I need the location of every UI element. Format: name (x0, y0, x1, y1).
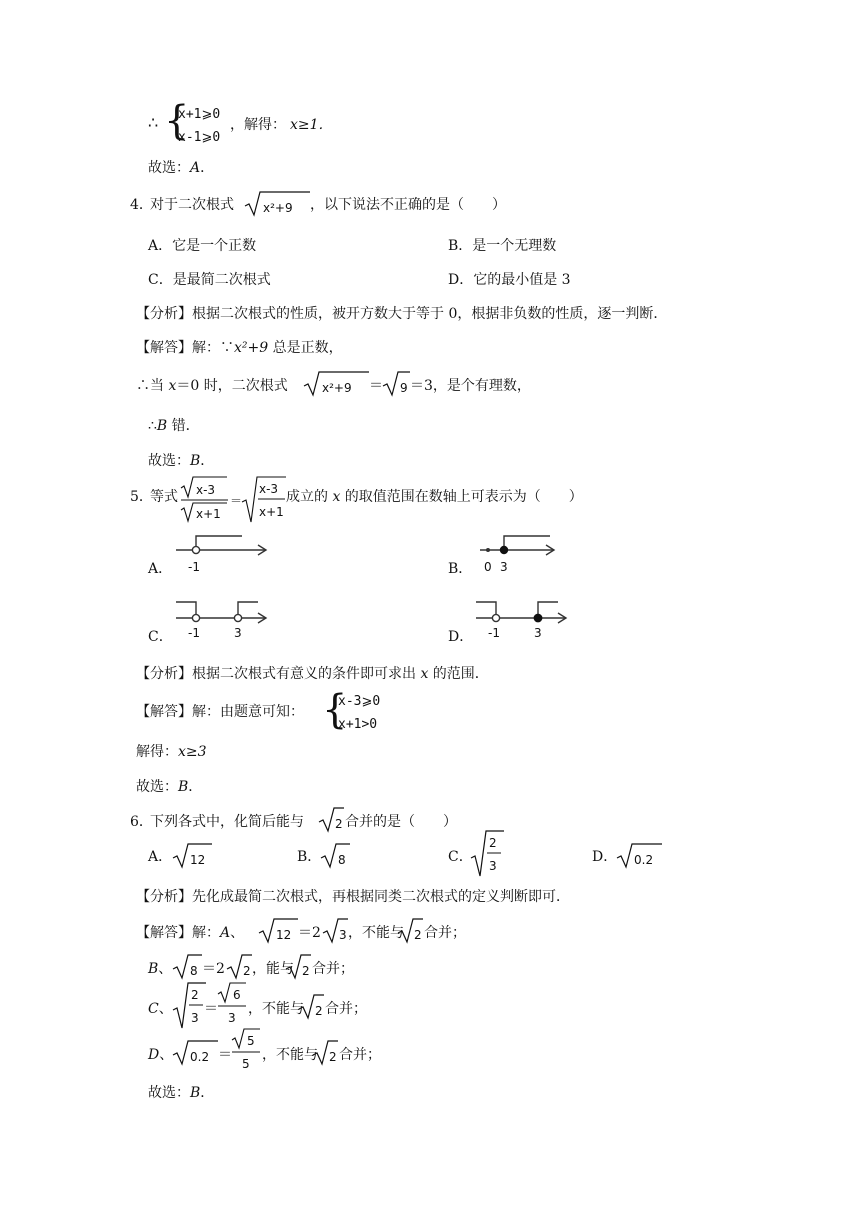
svg-text:9: 9 (400, 381, 408, 395)
question-5-option-c-label: C． (148, 629, 173, 645)
svg-text:2: 2 (329, 1050, 337, 1064)
q6-c-sqrt2 (298, 993, 324, 1021)
svg-text:x-3: x-3 (259, 482, 279, 496)
svg-text:3: 3 (489, 859, 497, 873)
svg-text:8: 8 (338, 853, 346, 867)
svg-text:-1: -1 (188, 626, 200, 640)
question-5-system-row-1: x-3⩾0 (338, 694, 381, 709)
sqrt-9 (382, 370, 410, 398)
solve-result: x≥1． (290, 117, 333, 133)
question-4-analysis: 【分析】根据二次根式的性质，被开方数大于等于 0，根据非负数的性质，逐一判断． (136, 306, 668, 322)
q6-a-end: 合并； (424, 925, 466, 941)
q6-c-frac-result (216, 982, 248, 1030)
q6-c-pre: C、 (148, 1001, 173, 1017)
question-5-number: 5． (130, 489, 153, 505)
question-6-option-a-label: A． (148, 849, 173, 865)
svg-text:2: 2 (315, 1004, 323, 1018)
question-6-option-b-label: B． (297, 849, 322, 865)
q6-a-sqrt2 (397, 917, 423, 945)
question-6-option-c-sqrt-frac (470, 830, 504, 878)
q6-d-pre: D、 (148, 1047, 174, 1063)
question-6-option-b-sqrt8 (320, 842, 350, 870)
question-6-option-d-sqrt02 (616, 842, 662, 870)
question-6-analysis: 【分析】先化成最简二次根式，再根据同类二次根式的定义判断即可． (136, 889, 570, 905)
svg-text:2: 2 (489, 836, 497, 850)
q6-c-sqrt-frac (172, 982, 206, 1030)
question-6-choose: 故选：B． (148, 1085, 215, 1101)
q6-d-end: 合并； (339, 1047, 381, 1063)
question-6-stem-post: 合并的是（ ） (345, 814, 457, 830)
svg-text:-1: -1 (488, 626, 500, 640)
q6-a-sqrt12 (258, 917, 298, 945)
q6-b-sqrt8 (172, 953, 202, 981)
q6-a-eq: ＝2 (298, 925, 321, 941)
question-5-option-a-numberline (170, 530, 270, 578)
question-5-system-brace: { (322, 687, 348, 733)
svg-text:3: 3 (339, 928, 347, 942)
question-6-option-d-label: D． (592, 849, 618, 865)
question-4-option-d: D．它的最小值是 3 (448, 272, 571, 288)
svg-text:0: 0 (484, 560, 492, 574)
therefore-symbol: ∴ (148, 113, 159, 132)
question-4-option-c: C．是最简二次根式 (148, 272, 271, 288)
svg-text:3: 3 (534, 626, 542, 640)
svg-text:2: 2 (243, 964, 251, 978)
question-4-conclusion: ∴B 错． (148, 418, 200, 434)
question-5-option-a-label: A． (148, 561, 173, 577)
question-6-number: 6． (130, 814, 153, 830)
sqrt-x2-plus-9 (244, 190, 310, 218)
q6-d-eq: ＝ (218, 1047, 232, 1063)
svg-text:3: 3 (500, 560, 508, 574)
sqrt-x2-plus-9-second (303, 370, 369, 398)
question-4-eq-sign: ＝ (369, 378, 383, 394)
question-6-a-line-pre: 【解答】解：A、 (136, 925, 245, 941)
svg-text:x+1: x+1 (259, 505, 284, 519)
q6-a-sqrt3 (322, 917, 348, 945)
svg-text:x²+9: x²+9 (322, 381, 352, 395)
svg-text:6: 6 (233, 988, 241, 1002)
question-5-answer-pre: 【解答】解：由题意可知： (136, 704, 304, 720)
svg-text:5: 5 (247, 1034, 255, 1048)
system-row-1: x+1⩾0 (178, 107, 221, 122)
svg-text:0.2: 0.2 (634, 853, 654, 867)
q6-b-post: ，能与 (252, 961, 294, 977)
question-4-stem-pre: 对于二次根式 (150, 197, 234, 213)
q6-b-sqrt2a (226, 953, 252, 981)
question-4-stem-post: ，以下说法不正确的是（ ） (310, 197, 506, 213)
q6-c-post: ，不能与 (248, 1001, 304, 1017)
svg-text:＝: ＝ (230, 494, 243, 508)
question-5-analysis: 【分析】根据二次根式有意义的条件即可求出 x 的范围． (136, 666, 489, 682)
question-4-number: 4． (130, 197, 153, 213)
question-4-choose: 故选：B． (148, 453, 215, 469)
question-4-answer-line2-pre: ∴当 x＝0 时，二次根式 (136, 378, 288, 394)
svg-text:3: 3 (234, 626, 242, 640)
svg-text:-1: -1 (188, 560, 200, 574)
q6-b-pre: B、 (148, 961, 173, 977)
question-5-stem-post: 成立的 x 的取值范围在数轴上可表示为（ ） (286, 489, 583, 505)
q6-b-sqrt2b (285, 953, 311, 981)
system-brace: { (164, 98, 190, 144)
question-5-option-d-numberline (470, 596, 570, 644)
frac-sqrt-equation (180, 476, 286, 524)
svg-text:x+1: x+1 (196, 507, 221, 521)
question-5-option-b-label: B． (448, 561, 473, 577)
question-6-option-a-sqrt12 (172, 842, 212, 870)
system-row-2: x-1⩾0 (178, 130, 221, 145)
q6-d-sqrt02 (172, 1039, 218, 1067)
question-5-option-c-numberline (170, 596, 270, 644)
q6-d-sqrt2 (312, 1039, 338, 1067)
q6-a-post: ，不能与 (348, 925, 404, 941)
svg-text:0.2: 0.2 (190, 1050, 210, 1064)
svg-text:8: 8 (190, 964, 198, 978)
svg-text:2: 2 (302, 964, 310, 978)
question-5-system-row-2: x+1>0 (338, 717, 378, 732)
question-4-answer-line2-post: ＝3，是个有理数， (410, 378, 531, 394)
svg-text:3: 3 (191, 1011, 199, 1025)
question-5-choose: 故选：B． (136, 779, 203, 795)
question-4-option-a: A．它是一个正数 (148, 238, 257, 254)
q6-c-end: 合并； (325, 1001, 367, 1017)
question-5-option-b-numberline (474, 530, 560, 578)
choose-line: 故选：A． (148, 160, 215, 176)
svg-text:2: 2 (335, 817, 343, 831)
question-4-answer-line1: 【解答】解：∵x²+9 总是正数， (136, 340, 343, 356)
svg-text:5: 5 (242, 1057, 250, 1071)
question-4-option-b: B．是一个无理数 (448, 238, 557, 254)
svg-text:3: 3 (228, 1011, 236, 1025)
question-5-option-d-label: D． (448, 629, 474, 645)
question-5-stem-pre: 等式 (150, 489, 178, 505)
q6-d-post: ，不能与 (262, 1047, 318, 1063)
q6-c-eq: ＝ (204, 1001, 218, 1017)
svg-text:12: 12 (190, 853, 206, 867)
question-5-solve: 解得：x≥3 (136, 744, 207, 760)
q6-b-eq: ＝2 (202, 961, 225, 977)
svg-text:2: 2 (191, 988, 199, 1002)
solve-label: ，解得： (230, 117, 286, 133)
q6-d-frac-result (230, 1028, 262, 1076)
svg-text:x-3: x-3 (196, 483, 216, 497)
question-6-option-c-label: C． (448, 849, 473, 865)
q6-b-end: 合并； (312, 961, 354, 977)
svg-text:2: 2 (414, 928, 422, 942)
sqrt-2-stem (318, 806, 344, 834)
question-6-stem-pre: 下列各式中，化简后能与 (150, 814, 304, 830)
svg-text:x²+9: x²+9 (263, 201, 293, 215)
svg-text:12: 12 (276, 928, 292, 942)
